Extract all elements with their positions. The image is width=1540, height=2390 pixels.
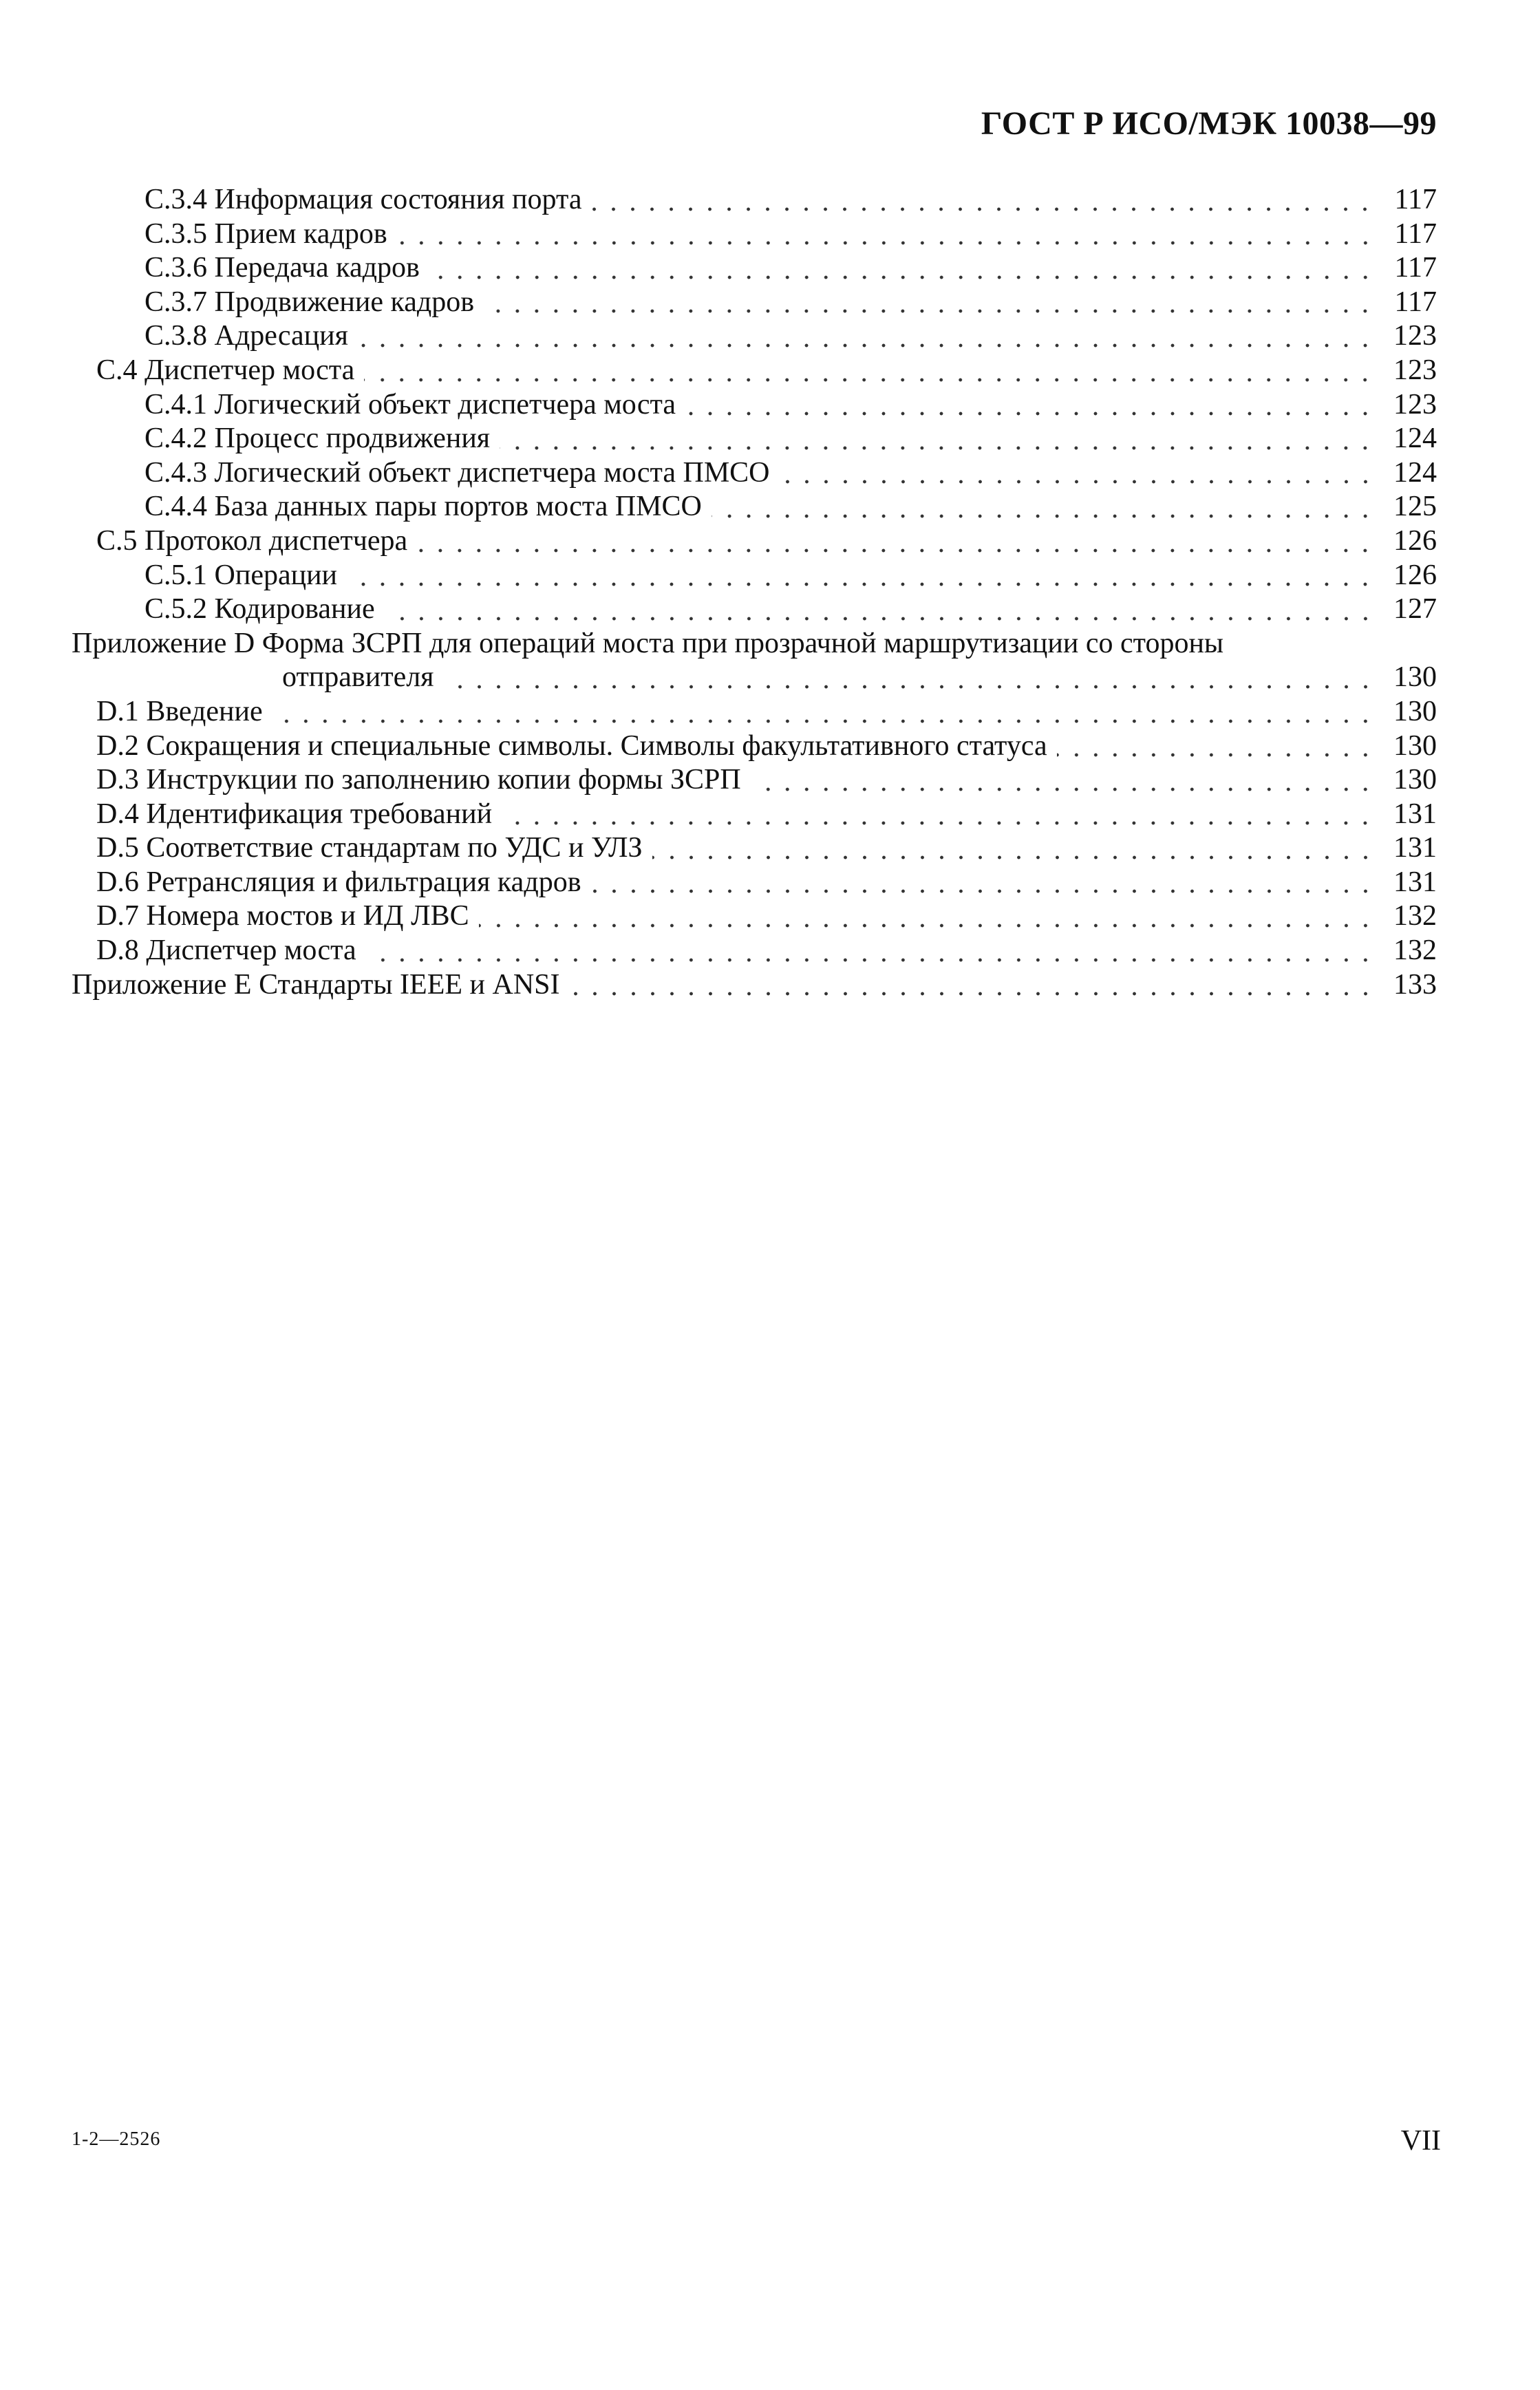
toc-entry xyxy=(72,524,1437,559)
toc-entry xyxy=(72,319,1437,354)
toc-entry-label: D.2 Сокращения и специальные символы. Символы факультативного статуса xyxy=(96,729,1047,762)
toc-entry xyxy=(72,866,1437,900)
toc-entry xyxy=(72,354,1437,388)
toc-entry xyxy=(72,388,1437,423)
toc-entry-label: отправителя xyxy=(282,661,434,694)
toc-entry-label: D.6 Ретрансляция и фильтрация кадров xyxy=(96,866,581,898)
toc-entry-label: C.3.7 Продвижение кадров xyxy=(145,286,475,318)
dot-leader xyxy=(780,478,1375,486)
toc-entry-label: C.3.6 Передача кадров xyxy=(145,252,420,284)
toc-entry xyxy=(72,695,1437,729)
toc-entry xyxy=(72,217,1437,252)
toc-entry xyxy=(72,729,1437,764)
toc-entry-page: 125 xyxy=(1393,491,1437,523)
dot-leader xyxy=(500,444,1375,452)
toc-entry-page: 123 xyxy=(1393,354,1437,386)
dot-leader xyxy=(397,239,1375,247)
toc-entry-label: C.5.1 Операции xyxy=(145,559,338,591)
toc-entry-label: D.8 Диспетчер моста xyxy=(96,935,356,967)
toc-entry xyxy=(72,627,1437,661)
toc-entry xyxy=(72,456,1437,491)
toc-entry xyxy=(72,183,1437,217)
dot-leader xyxy=(347,580,1375,588)
toc-entry-page: 132 xyxy=(1393,900,1437,932)
toc-entry xyxy=(72,968,1437,1003)
toc-entry-label: D.3 Инструкции по заполнению копии формы ЗСРП xyxy=(96,764,741,796)
toc-entry-continuation xyxy=(72,661,1437,695)
dot-leader xyxy=(385,615,1375,623)
toc-entry-label: C.3.5 Прием кадров xyxy=(145,217,387,250)
toc-entry-label: D.5 Соответствие стандартам по УДС и УЛЗ xyxy=(96,832,643,864)
dot-leader xyxy=(366,956,1375,964)
toc-entry-label: Приложение Е Стандарты IEEE и ANSI xyxy=(72,968,560,1001)
dot-leader xyxy=(591,205,1375,213)
toc-entry-page: 130 xyxy=(1393,764,1437,796)
dot-leader xyxy=(358,341,1375,350)
toc-entry-page: 131 xyxy=(1393,798,1437,830)
toc-entry-page: 117 xyxy=(1394,286,1437,318)
toc-entry-page: 117 xyxy=(1394,184,1437,215)
toc-entry xyxy=(72,593,1437,627)
toc-entry-page: 130 xyxy=(1393,695,1437,727)
toc-entry-page: 131 xyxy=(1393,866,1437,898)
toc-entry-page: 123 xyxy=(1393,388,1437,420)
toc-entry-label: C.4.1 Логический объект диспетчера моста xyxy=(145,388,676,420)
toc-entry xyxy=(72,831,1437,866)
dot-leader xyxy=(751,785,1375,793)
toc-entry-label: C.4.3 Логический объект диспетчера моста ПМСО xyxy=(145,456,770,489)
toc-entry-label: C.5 Протокол диспетчера xyxy=(96,524,408,557)
toc-entry xyxy=(72,798,1437,832)
dot-leader xyxy=(652,853,1376,862)
toc-entry xyxy=(72,899,1437,934)
toc-entry xyxy=(72,251,1437,286)
toc-entry-page: 123 xyxy=(1393,320,1437,352)
toc-entry-page: 124 xyxy=(1393,456,1437,489)
toc-entry xyxy=(72,490,1437,524)
toc-entry xyxy=(72,934,1437,968)
toc-entry-page: 133 xyxy=(1393,968,1437,1001)
toc-entry-page: 130 xyxy=(1393,661,1437,694)
dot-leader xyxy=(591,887,1375,895)
toc-entry-label: D.7 Номера мостов и ИД ЛВС xyxy=(96,900,469,932)
toc-entry-label: C.4.2 Процесс продвижения xyxy=(145,423,491,455)
dot-leader xyxy=(272,717,1375,725)
toc-entry xyxy=(72,422,1437,456)
toc-entry-label: C.3.4 Информация состояния порта xyxy=(145,184,582,215)
dot-leader xyxy=(1057,751,1375,759)
toc-entry-label: Приложение D Форма ЗСРП для операций моста при прозрачной маршрутизации со стороны xyxy=(72,627,1224,659)
page-number: VII xyxy=(1400,2125,1441,2157)
print-code: 1-2—2526 xyxy=(72,2128,161,2150)
toc-entry-page: 130 xyxy=(1393,729,1437,762)
dot-leader xyxy=(712,512,1375,520)
toc-entry-page: 132 xyxy=(1393,935,1437,967)
toc-entry-label: D.1 Введение xyxy=(96,695,263,727)
dot-leader xyxy=(502,819,1375,827)
dot-leader xyxy=(685,409,1375,418)
toc-entry xyxy=(72,763,1437,798)
toc-entry-page: 117 xyxy=(1394,252,1437,284)
toc-entry-page: 124 xyxy=(1393,423,1437,455)
toc-entry-page: 131 xyxy=(1393,832,1437,864)
toc-entry-page: 126 xyxy=(1393,524,1437,557)
toc-entry-page: 126 xyxy=(1393,559,1437,591)
toc-entry-label: C.4 Диспетчер моста xyxy=(96,354,355,386)
toc-entry xyxy=(72,559,1437,593)
toc-entry-label: C.3.8 Адресация xyxy=(145,320,348,352)
toc-entry-label: C.5.2 Кодирование xyxy=(145,593,375,626)
dot-leader xyxy=(429,273,1375,281)
document-header-id: ГОСТ Р ИСО/МЭК 10038—99 xyxy=(981,105,1437,142)
dot-leader xyxy=(484,307,1375,315)
table-of-contents xyxy=(72,183,1437,1002)
toc-entry-label: C.4.4 База данных пары портов моста ПМСО xyxy=(145,491,702,523)
dot-leader xyxy=(444,683,1376,691)
dot-leader xyxy=(417,546,1375,555)
toc-entry-page: 127 xyxy=(1393,593,1437,626)
toc-entry-label: D.4 Идентификация требований xyxy=(96,798,493,830)
dot-leader xyxy=(570,990,1376,998)
toc-entry xyxy=(72,286,1437,320)
dot-leader xyxy=(479,921,1375,930)
dot-leader xyxy=(364,376,1375,384)
toc-entry-page: 117 xyxy=(1394,217,1437,250)
